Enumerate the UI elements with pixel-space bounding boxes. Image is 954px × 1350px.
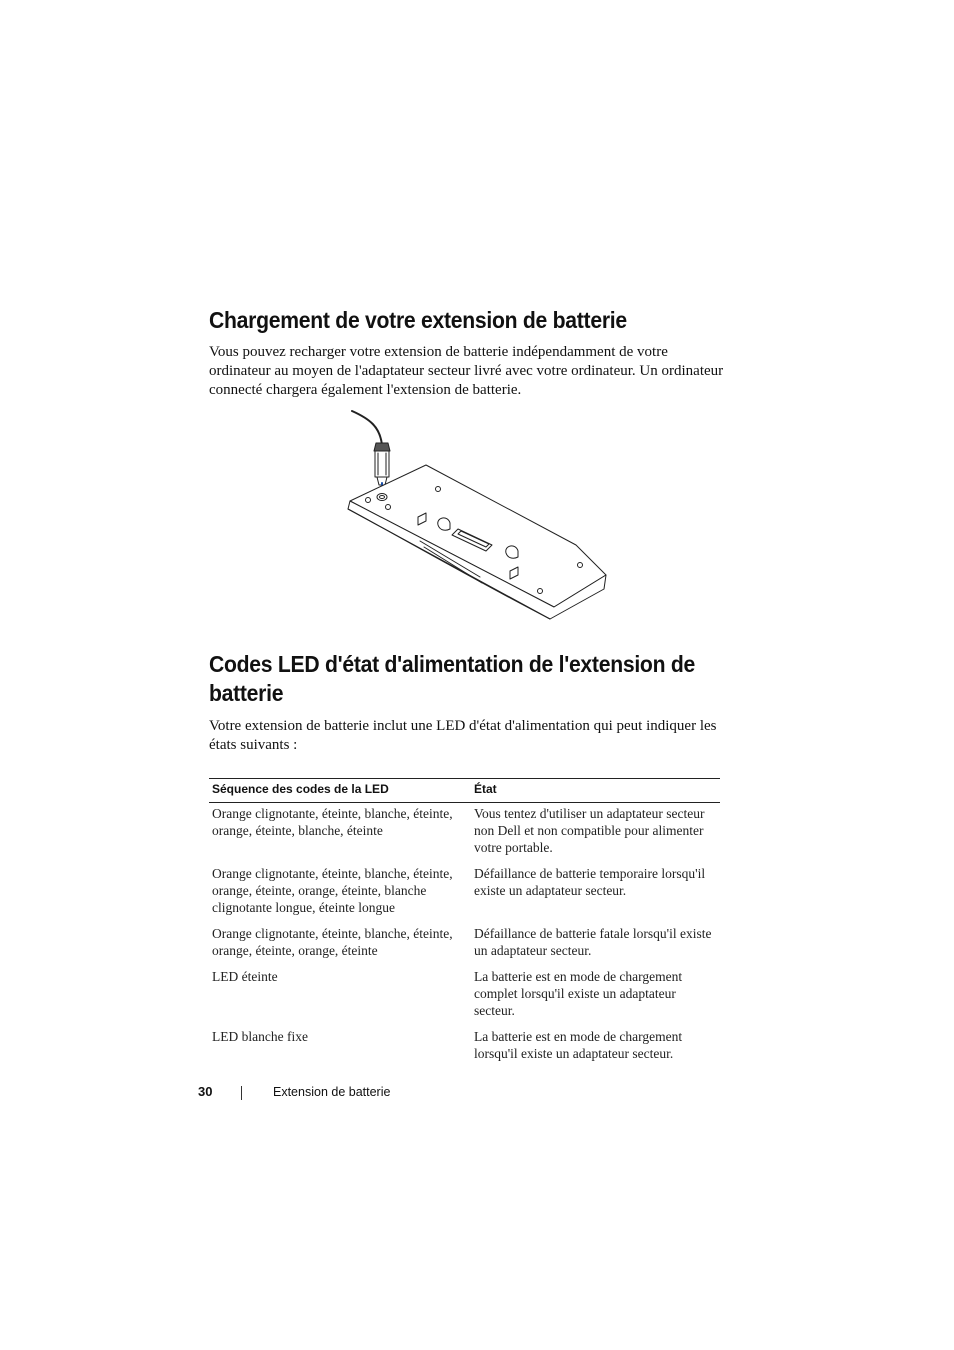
footer-title: Extension de batterie [273, 1085, 391, 1099]
led-sequence-cell: LED éteinte [212, 969, 278, 984]
led-state-cell: La batterie est en mode de chargement complet lorsqu'il existe un adaptateur secteur. [474, 969, 683, 1018]
led-sequence-cell: Orange clignotante, éteinte, blanche, éteinte, orange, éteinte, orange, éteinte, blanche clignotante longue, éteinte longue [212, 866, 453, 915]
table-row [209, 803, 720, 864]
section-heading-charging: Chargement de votre extension de batterie [209, 307, 627, 333]
led-state-cell: Vous tentez d'utiliser un adaptateur secteur non Dell et non compatible pour alimenter votre portable. [474, 806, 705, 855]
column-header-sequence: Séquence des codes de la LED [209, 779, 471, 803]
led-sequence-cell: Orange clignotante, éteinte, blanche, éteinte, orange, éteinte, orange, éteinte [212, 926, 453, 958]
column-header-state: État [471, 779, 720, 803]
charging-paragraph: Vous pouvez recharger votre extension de batterie indépendamment de votre ordinateur au moyen de l'adaptateur secteur livré avec votre ordinateur. Un ordinateur connecté chargera également l'extension de batterie. [209, 344, 724, 398]
led-codes-paragraph: Votre extension de batterie inclut une LED d'état d'alimentation qui peut indiquer les états suivants : [209, 718, 717, 753]
table-row [209, 923, 720, 966]
led-sequence-cell: Orange clignotante, éteinte, blanche, éteinte, orange, éteinte, blanche, éteinte [212, 806, 453, 838]
table-header-row [209, 779, 720, 803]
led-state-cell: Défaillance de batterie temporaire lorsqu'il existe un adaptateur secteur. [474, 866, 706, 898]
table-row [209, 863, 720, 923]
table-row [209, 1026, 720, 1069]
led-state-cell: Défaillance de batterie fatale lorsqu'il existe un adaptateur secteur. [474, 926, 712, 958]
table-row [209, 966, 720, 1026]
section-heading-led-codes: Codes LED d'état d'alimentation de l'extension de batterie [209, 651, 695, 706]
footer-divider [241, 1086, 242, 1100]
led-sequence-cell: LED blanche fixe [212, 1029, 308, 1044]
led-state-cell: La batterie est en mode de chargement lorsqu'il existe un adaptateur secteur. [474, 1029, 683, 1061]
battery-slice-charging-illustration [340, 405, 620, 627]
led-codes-table [209, 778, 720, 1069]
page-number: 30 [198, 1084, 213, 1099]
